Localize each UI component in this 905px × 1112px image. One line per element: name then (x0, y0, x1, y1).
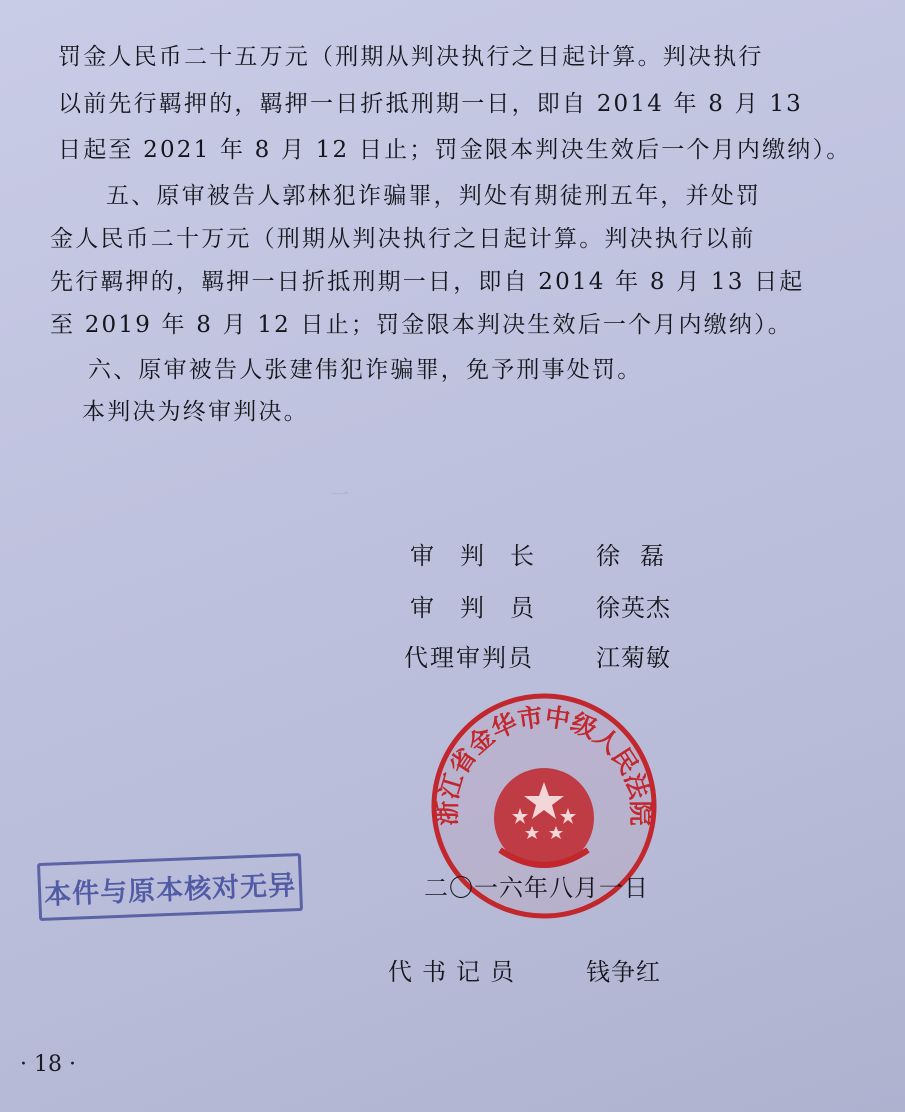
body-line: 六、原审被告人张建伟犯诈骗罪，免予刑事处罚。 (88, 357, 643, 383)
body-line: 罚金人民币二十五万元（刑期从判决执行之日起计算。判决执行 (58, 44, 764, 70)
page-number: · 18 · (20, 1052, 76, 1077)
body-line: 五、原审被告人郭林犯诈骗罪，判处有期徒刑五年，并处罚 (106, 183, 762, 209)
body-line: 本判决为终审判决。 (82, 399, 309, 425)
signature-name-acting-judge: 江菊敏 (596, 644, 671, 672)
body-line: 先行羁押的，羁押一日折抵刑期一日，即自 2014 年 8 月 13 日起 (50, 269, 805, 295)
seal-text: 浙江省金华市中级人民法院 (432, 702, 656, 826)
body-line: 以前先行羁押的，羁押一日折抵刑期一日，即自 2014 年 8 月 13 (58, 91, 803, 117)
signature-role-acting-judge: 代理审判员 (404, 644, 534, 672)
body-line: 金人民币二十万元（刑期从判决执行之日起计算。判决执行以前 (50, 226, 756, 252)
signature-role-presiding-judge: 审判长 (410, 542, 560, 570)
verification-stamp: 本件与原本核对无异 (37, 853, 303, 921)
judgment-date: 二〇一六年八月一日 (424, 874, 649, 902)
signature-name-judge: 徐英杰 (596, 594, 671, 622)
show-through-text: 一 (330, 484, 905, 506)
clerk-role: 代书记员 (388, 958, 524, 986)
clerk-name: 钱争红 (586, 958, 661, 986)
seal-emblem-icon (494, 768, 594, 868)
signature-name-presiding-judge: 徐磊 (596, 542, 684, 570)
signature-role-judge: 审判员 (410, 594, 560, 622)
body-line: 至 2019 年 8 月 12 日止；罚金限本判决生效后一个月内缴纳）。 (50, 312, 793, 338)
body-line: 日起至 2021 年 8 月 12 日止；罚金限本判决生效后一个月内缴纳）。 (58, 137, 852, 163)
